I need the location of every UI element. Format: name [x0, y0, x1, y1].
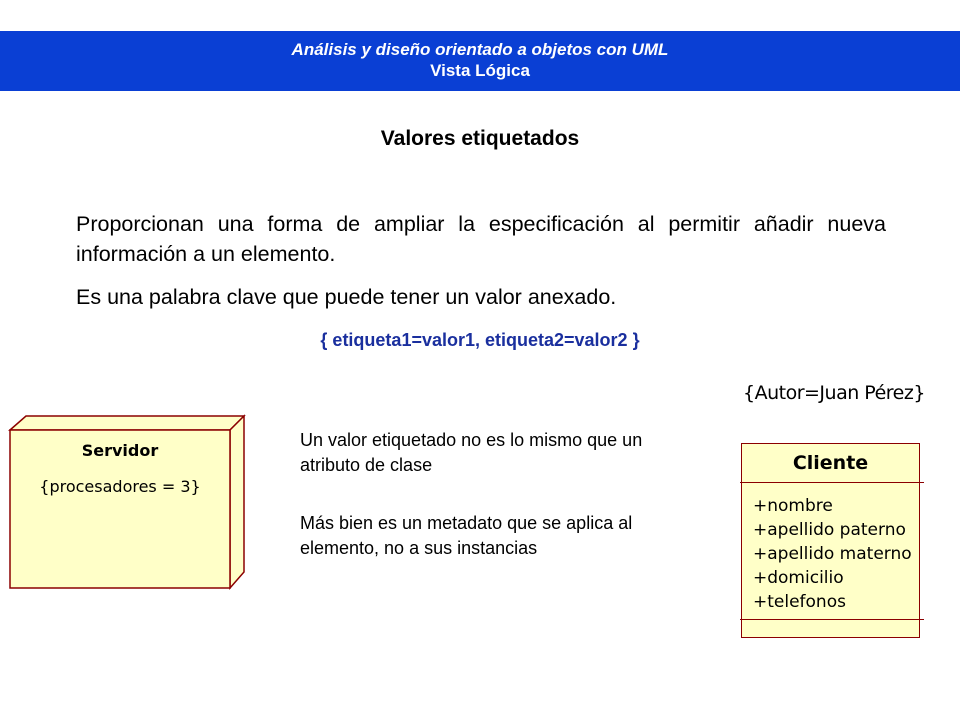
class-attribute: +nombre	[753, 496, 833, 516]
class-attribute: +telefonos	[753, 592, 846, 612]
node-name: Servidor	[81, 441, 159, 460]
header-section-title: Vista Lógica	[430, 61, 530, 80]
class-name: Cliente	[792, 452, 869, 474]
class-attributes	[753, 494, 912, 614]
paragraph-definition: Proporcionan una forma de ampliar la especificación al permitir añadir nueva información a un elemento.	[76, 212, 886, 266]
class-divider-top	[740, 482, 924, 483]
slide-title: Valores etiquetados	[380, 127, 580, 150]
node-tagged-value: {procesadores = 3}	[39, 477, 201, 496]
class-attribute: +apellido paterno	[753, 520, 906, 540]
paragraph-keyword: Es una palabra clave que puede tener un valor anexado.	[76, 285, 617, 309]
node-top-face	[10, 416, 244, 430]
header-course-title: Análisis y diseño orientado a objetos con UML	[291, 40, 669, 59]
server-node-diagram	[8, 414, 248, 592]
class-divider-bottom	[740, 619, 924, 620]
class-attribute: +apellido materno	[753, 544, 912, 564]
class-attribute: +domicilio	[753, 568, 844, 588]
tagged-value-syntax: { etiqueta1=valor1, etiqueta2=valor2 }	[320, 330, 640, 350]
class-box-cliente	[741, 443, 920, 638]
note-not-attribute: Un valor etiquetado no es lo mismo que un atributo de clase	[300, 430, 643, 475]
note-metadata: Más bien es un metadato que se aplica al elemento, no a sus instancias	[300, 513, 633, 558]
class-tagged-value: {Autor=Juan Pérez}	[743, 382, 925, 404]
slide-header	[0, 31, 960, 91]
node-side-face	[230, 416, 244, 588]
